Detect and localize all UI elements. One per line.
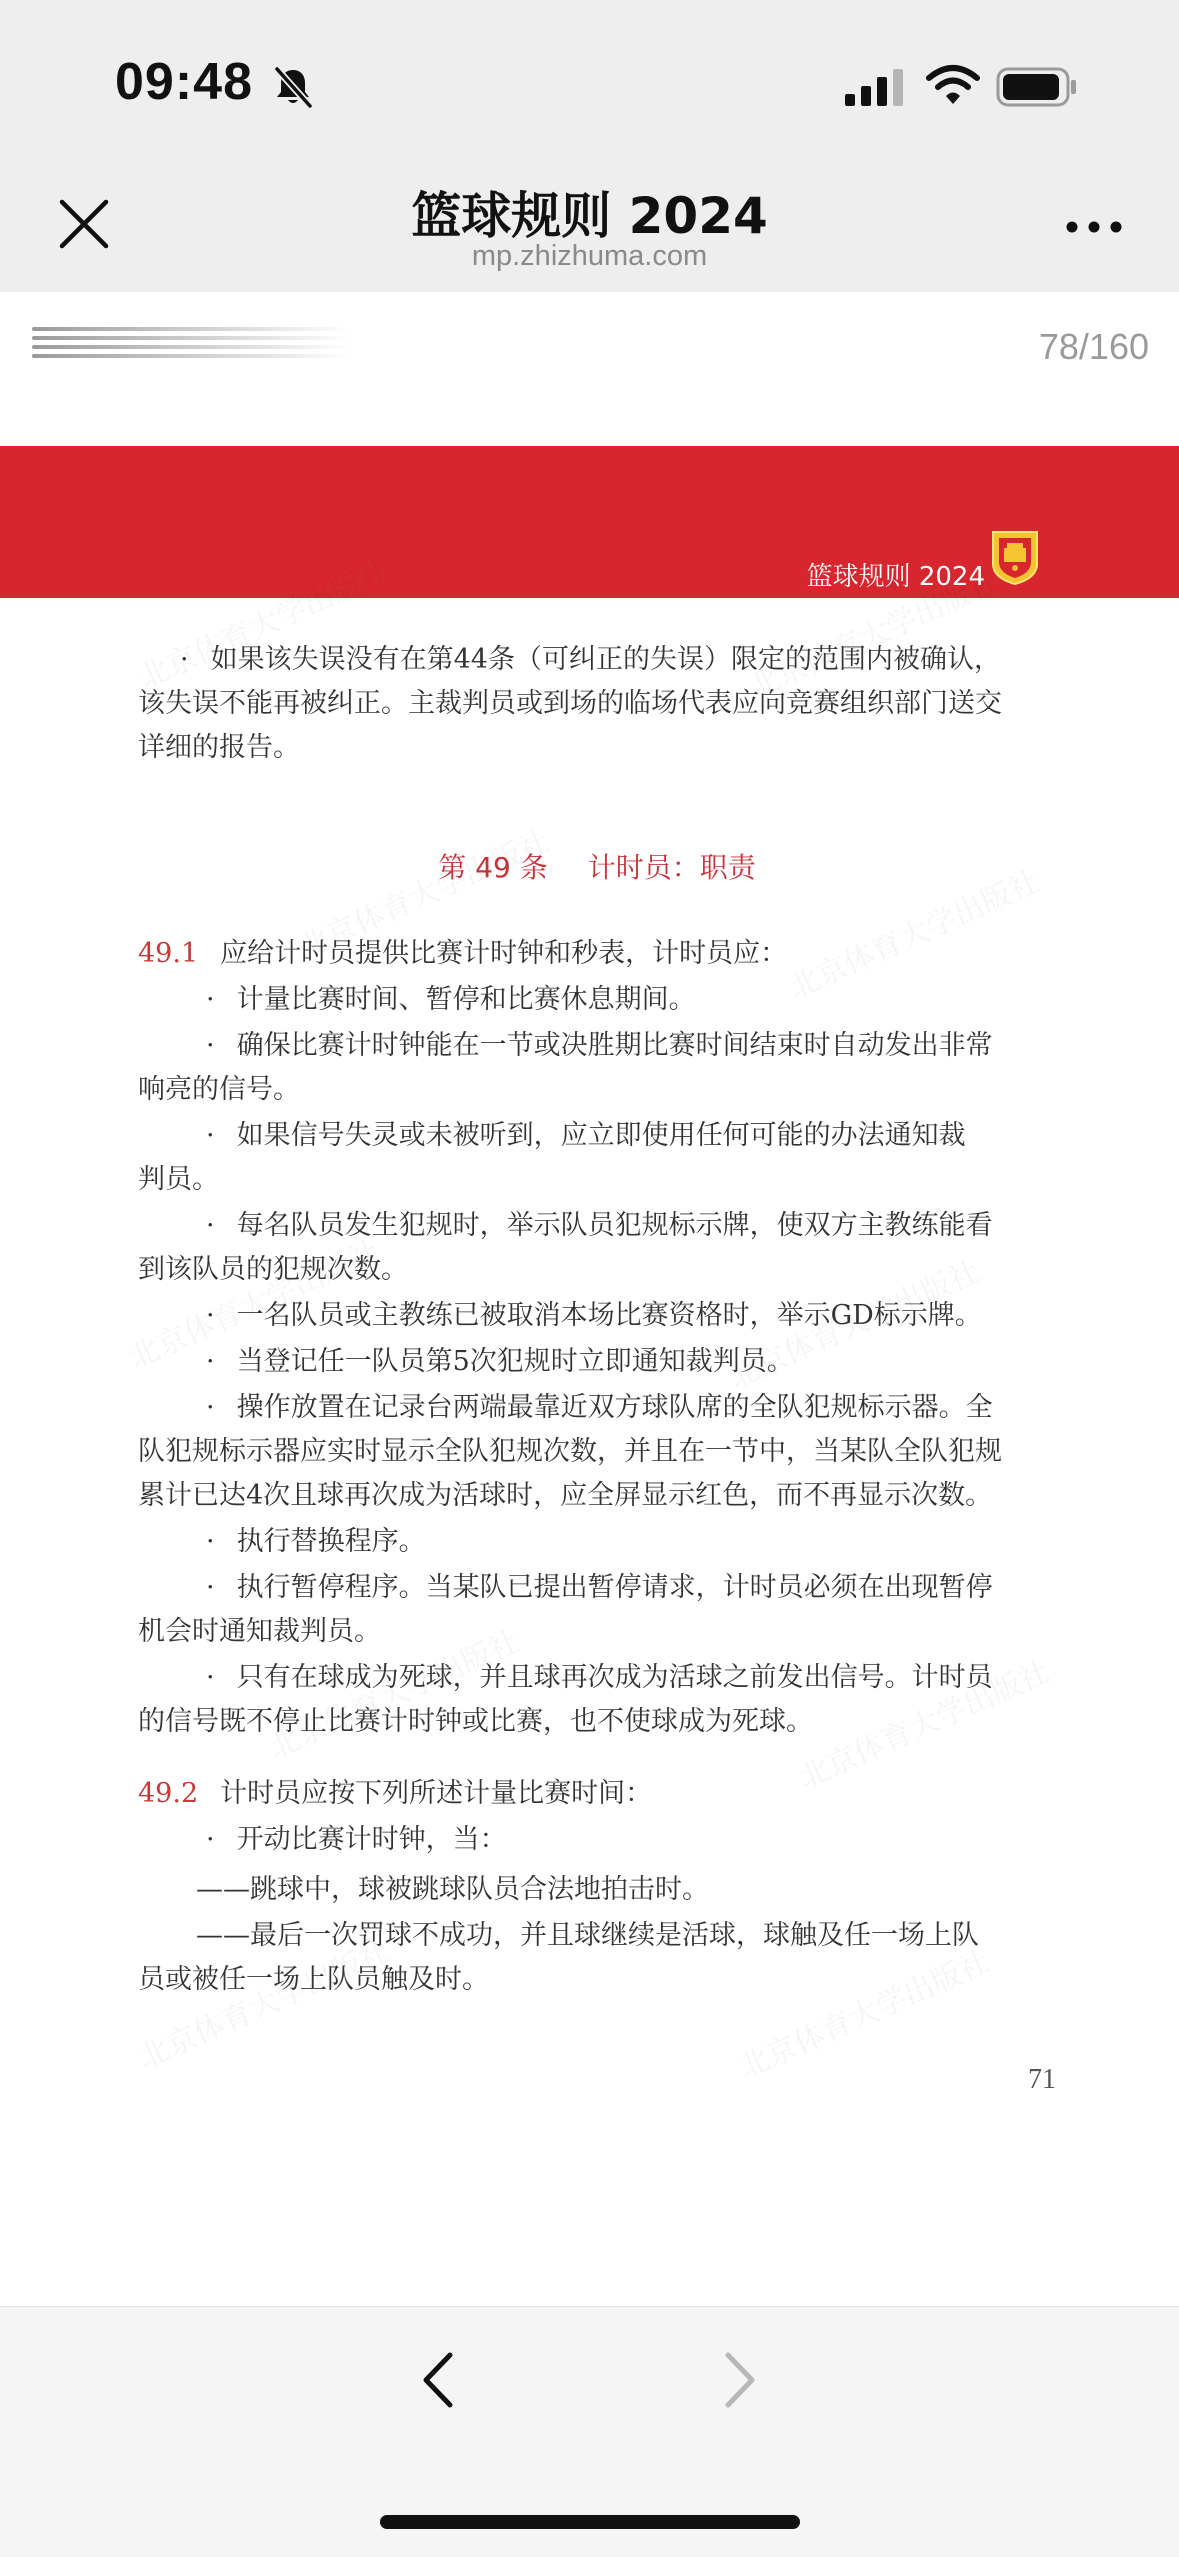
section-number: 49.2 <box>138 1778 199 1809</box>
bullet-mark: · <box>206 1030 215 1061</box>
battery-icon <box>996 66 1078 108</box>
article-title: 计时员：职责 <box>587 851 756 884</box>
text-line: ——跳球中，球被跳球队员合法地拍击时。 <box>196 1874 709 1905</box>
banner-title: 篮球规则 2024 <box>806 562 985 592</box>
bullet-mark: · <box>206 1392 215 1423</box>
forward-chevron-icon[interactable] <box>714 2347 764 2413</box>
text-span: 当登记任一队员第5次犯规时立即通知裁判员。 <box>236 1346 794 1377</box>
bullet-mark: · <box>206 1300 215 1331</box>
article-number: 第 49 条 <box>438 851 548 884</box>
reading-progress-indicator <box>32 327 352 361</box>
page-number: 71 <box>1028 2064 1056 2095</box>
text-span: 每名队员发生犯规时，举示队员犯规标示牌，使双方主教练能看 <box>236 1210 993 1241</box>
text-line: 该失误不能再被纠正。主裁判员或到场的临场代表应向竞赛组织部门送交 <box>138 688 1002 719</box>
bullet-mark: · <box>206 984 215 1015</box>
bullet-mark: · <box>206 1210 215 1241</box>
bullet-mark: · <box>206 1526 215 1557</box>
top-bar <box>0 0 1179 292</box>
chapter-banner <box>0 446 1179 598</box>
watermark <box>731 1937 996 2087</box>
page-title: 篮球规则 2024 <box>411 187 768 245</box>
text-span: 如果信号失灵或未被听到，应立即使用任何可能的办法通知裁 <box>236 1120 966 1151</box>
bullet-mark: · <box>206 1824 215 1855</box>
bullet-item <box>206 1296 982 1336</box>
text-line: 判员。 <box>138 1164 219 1195</box>
text-span: 执行替换程序。 <box>236 1526 426 1557</box>
bullet-mark: · <box>206 1120 215 1151</box>
bottom-toolbar <box>0 2306 1179 2557</box>
bullet-item <box>206 1568 993 1608</box>
bell-off-icon <box>270 64 316 110</box>
bullet-item <box>206 1658 993 1698</box>
bullet-item <box>206 1522 426 1562</box>
text-span: 应给计时员提供比赛计时钟和秒表，计时员应： <box>220 938 788 969</box>
text-span: 一名队员或主教练已被取消本场比赛资格时，举示GD标示牌。 <box>236 1300 982 1331</box>
text-line <box>180 640 1001 680</box>
bullet-item <box>206 1206 993 1246</box>
bullet-item <box>206 1342 794 1382</box>
bullet-item <box>206 1388 993 1428</box>
text-span: 操作放置在记录台两端最靠近双方球队席的全队犯规标示器。全 <box>236 1392 993 1423</box>
text-span: 计量比赛时间、暂停和比赛休息期间。 <box>236 984 696 1015</box>
text-line: 的信号既不停止比赛计时钟或比赛，也不使球成为死球。 <box>138 1706 813 1737</box>
bullet-mark: · <box>206 1662 215 1693</box>
bullet-mark: · <box>180 644 189 675</box>
status-time: 09:48 <box>115 53 253 111</box>
article-heading <box>138 846 1056 886</box>
section-lead <box>138 934 787 974</box>
text-line: 到该队员的犯规次数。 <box>138 1254 408 1285</box>
text-span: 开动比赛计时钟，当： <box>236 1824 507 1855</box>
page-url: mp.zhizhuma.com <box>471 240 708 272</box>
text-line: 详细的报告。 <box>138 732 300 763</box>
bullet-mark: · <box>206 1346 215 1377</box>
bullet-item <box>206 1026 993 1066</box>
text-span: 只有在球成为死球，并且球再次成为活球之前发出信号。计时员 <box>236 1662 993 1693</box>
text-line: 队犯规标示器应实时显示全队犯规次数，并且在一节中，当某队全队犯规 <box>138 1436 1002 1467</box>
page-counter: 78/160 <box>1038 326 1149 367</box>
bullet-item <box>206 980 696 1020</box>
text-line: ——最后一次罚球不成功，并且球继续是活球，球触及任一场上队 <box>196 1920 979 1951</box>
cellular-signal-icon <box>845 68 909 108</box>
bullet-item <box>206 1116 966 1156</box>
section-lead <box>138 1774 652 1814</box>
text-span: 执行暂停程序。当某队已提出暂停请求，计时员必须在出现暂停 <box>236 1572 993 1603</box>
text-span: 如果该失误没有在第44条（可纠正的失误）限定的范围内被确认， <box>210 644 1001 675</box>
emblem-icon <box>989 526 1041 586</box>
more-icon[interactable] <box>1064 212 1124 242</box>
text-line: 累计已达4次且球再次成为活球时，应全屏显示红色，而不再显示次数。 <box>138 1480 993 1511</box>
bullet-mark: · <box>206 1572 215 1603</box>
text-span: 计时员应按下列所述计量比赛时间： <box>220 1778 653 1809</box>
wifi-icon <box>925 64 981 108</box>
home-indicator[interactable] <box>380 2515 800 2529</box>
section-number: 49.1 <box>138 938 199 969</box>
text-line: 响亮的信号。 <box>138 1074 300 1105</box>
bullet-item <box>206 1820 507 1860</box>
text-span: 确保比赛计时钟能在一节或决胜期比赛时间结束时自动发出非常 <box>236 1030 993 1061</box>
back-chevron-icon[interactable] <box>414 2347 464 2413</box>
text-line: 机会时通知裁判员。 <box>138 1616 381 1647</box>
text-line: 员或被任一场上队员触及时。 <box>138 1964 489 1995</box>
